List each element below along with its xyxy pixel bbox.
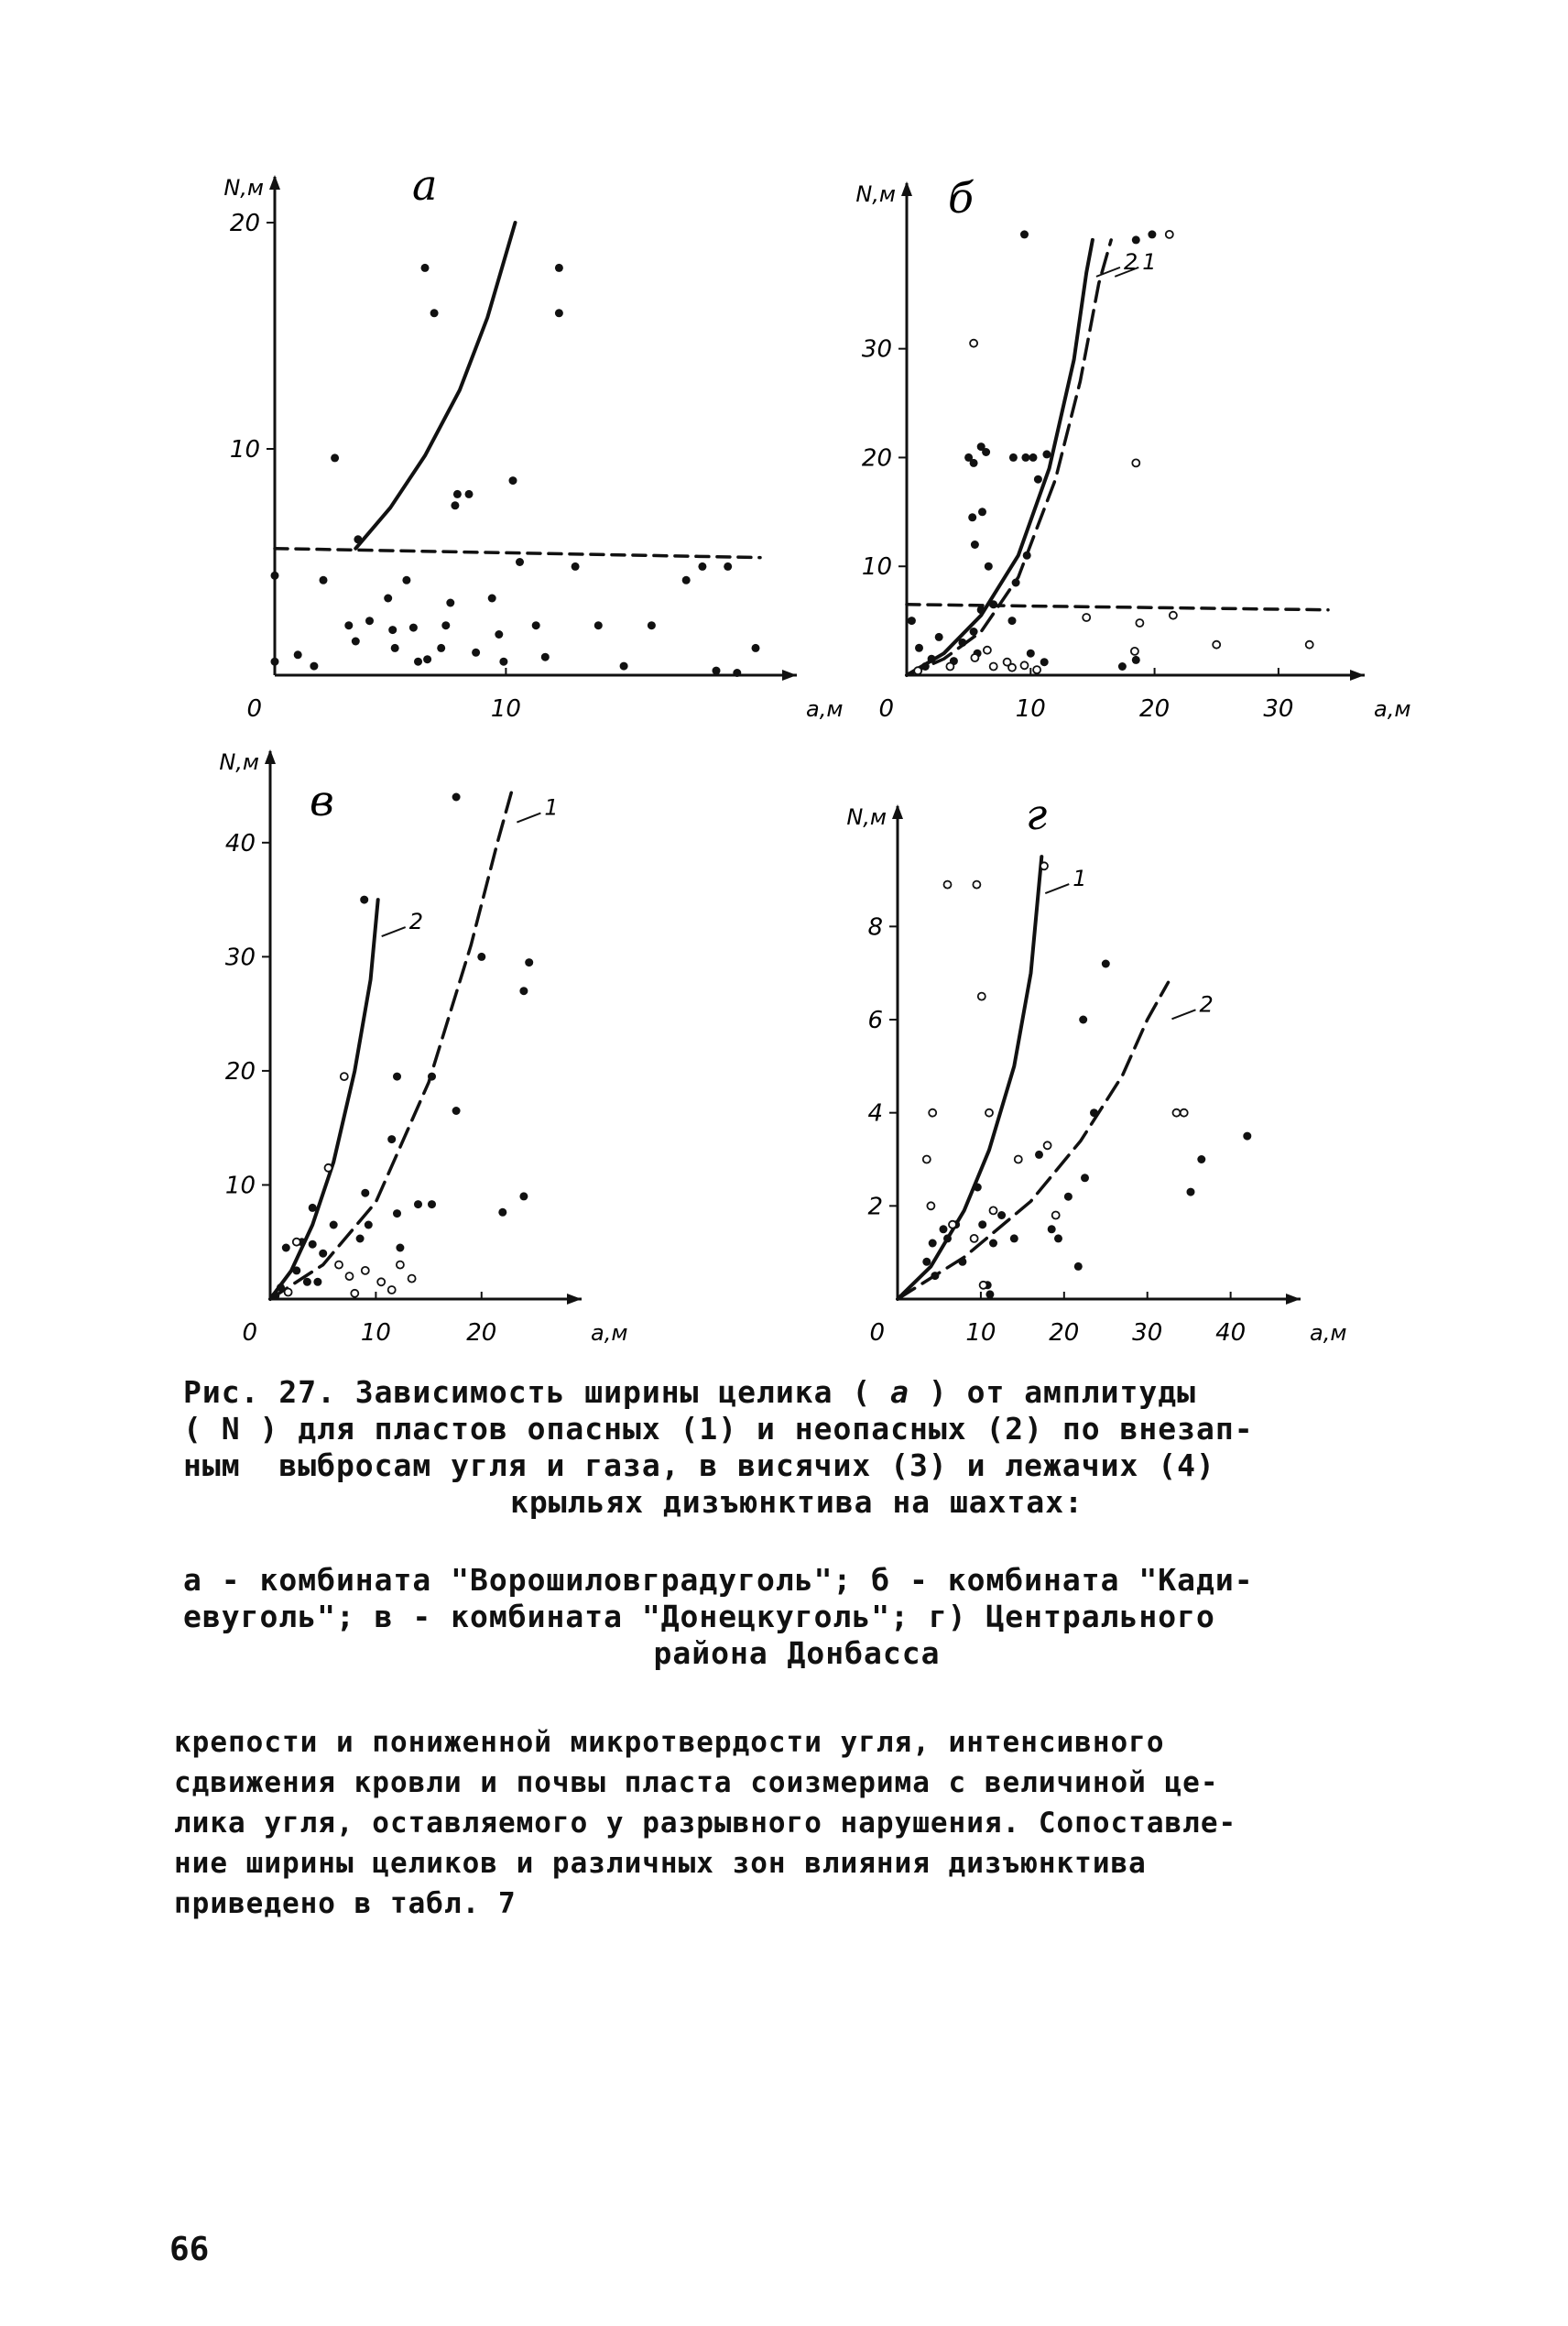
curve-1 [270,786,513,1300]
y-tick-label: 10 [224,1172,256,1200]
data-point-filled [495,630,503,639]
data-point-filled [713,667,721,675]
data-point-filled [319,1250,327,1258]
data-point-filled [313,1278,321,1286]
data-point-filled [733,669,741,677]
data-point-filled [396,1244,404,1252]
data-point-filled [365,617,374,625]
x-tick-label: 20 [1049,1319,1080,1347]
y-axis-label: N,м [846,804,887,830]
body-line-4: ние ширины целиков и различных зон влияния дизъюнктива [174,1847,1147,1880]
data-point-filled [977,606,985,614]
data-point-filled [1090,1108,1098,1117]
origin-label: 0 [878,695,894,723]
data-point-open [929,1109,936,1117]
x-tick-label: 20 [466,1319,497,1347]
data-point-filled [309,1204,317,1212]
data-point-open [990,1207,997,1214]
data-point-filled [437,644,445,652]
data-point-filled [393,1073,401,1081]
data-point-open [1170,612,1177,619]
data-point-filled [451,501,459,509]
data-point-filled [488,595,496,603]
chart-panel-3 [219,749,627,1347]
curve-1 [898,857,1041,1299]
data-point-filled [387,1135,396,1143]
data-point-filled [452,1107,461,1115]
data-point-filled [365,1221,373,1229]
data-point-filled [1009,453,1018,462]
curve-label-2: 2 [1199,991,1214,1018]
caption-line-4: крыльях дизъюнктива на шахтах: [509,1484,1084,1520]
data-point-filled [292,1266,300,1274]
data-point-filled [516,558,524,566]
data-point-filled [1040,658,1049,666]
data-point-filled [620,662,628,671]
y-tick-label: 10 [861,553,892,582]
origin-label: 0 [242,1319,257,1347]
data-point-filled [752,644,760,652]
x-tick-label: 30 [1263,695,1294,723]
body-paragraph [174,1722,1420,1924]
data-point-open [351,1290,358,1297]
body-line-1: крепости и пониженной микротвердости угля, интенсивного [174,1726,1165,1759]
panel-letter: г [1026,790,1048,839]
data-point-filled [271,658,279,666]
curve-label-2: 2 [1123,248,1138,275]
data-point-filled [271,1292,279,1300]
data-point-filled [277,1283,285,1292]
legend-line-2: евуголь"; в - комбината "Донецкуголь"; г) Центрального [183,1599,1215,1634]
data-point-filled [958,639,966,647]
data-point-open [1052,1212,1060,1219]
data-point-filled [1021,453,1029,462]
data-point-filled [555,309,563,317]
x-tick-label: 10 [1015,695,1046,723]
data-point-filled [428,1200,436,1208]
data-point-filled [982,448,990,456]
data-point-open [944,881,952,889]
data-point-filled [1048,1225,1056,1233]
panel-letter: б [948,173,975,223]
body-line-3: лика угля, оставляемого у разрывного нарушения. Сопоставле- [174,1807,1237,1840]
data-point-filled [929,1239,937,1248]
data-point-open [1173,1109,1181,1117]
data-point-open [1136,619,1143,627]
data-point-filled [970,459,978,467]
x-tick-label: 10 [965,1319,996,1347]
data-point-filled [1027,650,1035,658]
data-point-filled [1102,960,1110,968]
data-point-open [971,1235,978,1242]
data-point-open [293,1239,300,1246]
y-axis-label: N,м [219,749,259,775]
data-point-open [971,654,978,661]
chart-panel-2 [855,173,1410,723]
caption-line-3: ным выбросам угля и газа, в висячих (3) и лежачих (4) [183,1447,1215,1483]
data-point-open [1033,666,1040,673]
data-point-filled [1081,1174,1089,1182]
data-point-filled [320,576,328,584]
y-axis-label: N,м [855,181,896,207]
data-point-filled [1023,551,1031,560]
data-point-filled [940,1225,948,1233]
figure-caption [183,1374,1410,1521]
page-number: 66 [169,2231,210,2268]
data-point-filled [1034,475,1042,484]
y-tick-label: 40 [224,829,256,857]
data-point-filled [309,1240,317,1249]
data-point-filled [519,1192,528,1200]
data-point-filled [1029,453,1038,462]
curve-label-2: 2 [408,909,423,935]
y-axis-arrow-icon [265,749,276,764]
data-point-filled [541,653,550,661]
body-line-5: приведено в табл. 7 [174,1887,517,1920]
legend-line-1: а - комбината "Ворошиловградуголь"; б - комбината "Кади- [183,1562,1254,1598]
y-axis-label: N,м [223,175,264,201]
data-point-open [285,1289,292,1296]
x-tick-label: 40 [1215,1319,1247,1347]
data-point-filled [908,617,916,625]
data-point-filled [428,1073,436,1081]
caption-line-2: ( N ) для пластов опасных (1) и неопасных (2) по внезап- [183,1411,1254,1447]
x-tick-label: 10 [490,695,521,723]
y-tick-label: 6 [867,1007,883,1034]
y-tick-label: 8 [867,913,883,942]
data-point-filled [421,264,430,272]
data-point-filled [360,896,368,904]
data-point-filled [682,576,691,584]
data-point-open [1083,614,1090,621]
x-axis-arrow-icon [782,670,797,681]
y-axis-arrow-icon [892,804,903,819]
data-point-filled [430,309,439,317]
data-point-filled [1079,1016,1087,1024]
data-point-filled [928,655,936,663]
data-point-filled [356,1235,365,1243]
data-point-open [325,1164,332,1172]
data-point-open [1131,648,1138,655]
data-point-filled [354,535,362,543]
x-axis-label: a,м [1374,696,1411,722]
data-point-filled [974,1184,982,1192]
data-point-open [927,1202,934,1209]
y-tick-label: 30 [861,335,892,364]
data-point-filled [310,662,318,671]
y-axis-arrow-icon [901,181,912,196]
y-tick-label: 20 [229,210,260,237]
data-point-open [1021,661,1029,669]
panel-letter: а [412,160,438,210]
data-point-filled [1012,579,1020,587]
data-point-filled [409,624,418,632]
data-point-filled [648,621,656,629]
curve-label-1: 1 [544,794,559,821]
data-point-filled [970,628,978,636]
data-point-filled [978,508,986,516]
data-point-filled [388,626,397,634]
data-point-filled [989,600,997,608]
data-point-open [985,1109,993,1117]
data-point-open [335,1261,343,1269]
data-point-open [946,663,953,671]
data-point-filled [921,662,930,671]
data-point-filled [1148,230,1156,238]
data-point-filled [331,453,339,462]
data-point-filled [414,658,422,666]
data-point-filled [572,562,580,571]
data-point-filled [446,599,454,607]
curve-label-1: 1 [1073,866,1087,892]
data-point-filled [465,490,474,498]
y-tick-label: 20 [861,444,892,473]
x-tick-label: 30 [1132,1319,1163,1347]
caption-symbol-a: а [890,1374,909,1410]
curve-curve [355,223,515,549]
caption-line-1: Рис. 27. Зависимость ширины целика ( а ) от амплитуды [183,1374,1196,1410]
data-point-open [980,1282,987,1289]
data-point-filled [1132,235,1140,244]
data-point-filled [452,793,461,802]
data-point-filled [532,621,540,629]
data-point-filled [968,513,976,521]
curve-2 [907,240,1093,675]
data-point-filled [519,987,528,995]
data-point-filled [698,562,706,571]
legend-line-3: района Донбасса [653,1635,941,1671]
data-point-filled [414,1200,422,1208]
data-point-filled [989,1239,997,1248]
data-point-open [408,1275,416,1283]
x-axis-label: a,м [1310,1320,1347,1346]
data-point-filled [931,1272,939,1280]
chart-panel-1 [223,160,843,723]
data-point-open [377,1278,385,1285]
data-point-filled [1118,662,1127,671]
data-point-filled [271,572,279,580]
curve-label-leader [1045,884,1069,893]
data-point-open [1306,641,1313,649]
data-point-filled [352,638,360,646]
data-point-filled [1020,230,1029,238]
figure-legend [183,1562,1410,1672]
data-point-filled [1187,1188,1195,1196]
data-point-filled [303,1278,311,1286]
data-point-open [346,1272,354,1280]
data-point-filled [1010,1234,1018,1242]
data-point-open [973,881,980,889]
data-point-open [984,647,991,654]
data-point-open [1166,231,1173,238]
x-axis-arrow-icon [1350,670,1365,681]
data-point-filled [499,658,507,666]
data-point-filled [282,1244,290,1252]
data-point-filled [525,958,533,966]
data-point-open [388,1286,396,1294]
origin-label: 0 [869,1319,885,1347]
data-point-filled [344,621,353,629]
data-point-filled [958,1258,966,1266]
data-point-open [990,663,997,671]
data-point-filled [935,633,943,641]
data-point-open [1040,862,1048,869]
chart-panel-4 [846,790,1346,1347]
data-point-open [949,1221,956,1229]
data-point-filled [555,264,563,272]
data-point-filled [985,562,993,571]
x-axis-label: a,м [591,1320,628,1346]
data-point-filled [985,1290,994,1298]
data-point-filled [978,1220,986,1229]
data-point-filled [498,1208,506,1217]
y-tick-label: 20 [224,1057,256,1086]
data-point-filled [423,655,431,663]
data-point-filled [1008,617,1017,625]
data-point-filled [453,490,462,498]
data-point-filled [472,649,480,657]
data-point-filled [294,650,302,659]
data-point-filled [1064,1193,1073,1201]
data-point-filled [594,621,603,629]
data-point-open [341,1073,348,1080]
curve-label-1: 1 [1142,248,1157,275]
data-point-filled [1035,1151,1043,1159]
data-point-open [970,340,977,347]
threshold-line [275,549,760,558]
threshold-line [907,605,1328,610]
data-point-filled [441,621,450,629]
y-tick-label: 4 [867,1099,883,1128]
data-point-open [1015,1156,1022,1163]
panel-letter: в [310,776,334,825]
data-point-filled [915,644,923,652]
body-line-2: сдвижения кровли и почвы пласта соизмерима с величиной це- [174,1766,1219,1799]
data-point-open [397,1261,404,1269]
data-point-open [1004,659,1011,666]
data-point-open [1181,1109,1188,1117]
x-axis-arrow-icon [567,1294,582,1305]
data-point-filled [971,541,979,549]
x-tick-label: 10 [360,1319,391,1347]
data-point-filled [509,476,517,485]
data-point-open [1213,641,1220,649]
data-point-filled [1243,1132,1251,1141]
data-point-filled [922,1258,931,1266]
data-point-filled [393,1209,401,1218]
data-point-filled [330,1221,338,1229]
data-point-filled [361,1189,369,1197]
data-point-open [923,1156,931,1163]
data-point-filled [997,1211,1006,1219]
data-point-filled [402,576,410,584]
curve-label-leader [382,927,406,936]
data-point-filled [1197,1155,1205,1163]
y-axis-arrow-icon [269,175,280,190]
y-tick-label: 10 [229,436,260,464]
x-tick-label: 20 [1139,695,1171,723]
data-point-filled [943,1234,952,1242]
x-axis-label: a,м [806,696,844,722]
data-point-filled [477,953,485,961]
curve-label-leader [1171,1010,1195,1019]
x-axis-arrow-icon [1286,1294,1301,1305]
data-point-open [1044,1141,1051,1149]
data-point-open [362,1267,369,1274]
data-point-filled [724,562,732,571]
curve-label-leader [517,814,540,823]
data-point-filled [1132,656,1140,664]
data-point-open [1132,459,1139,466]
data-point-open [914,667,921,674]
origin-label: 0 [246,695,262,723]
data-point-filled [384,595,392,603]
y-tick-label: 2 [867,1193,883,1221]
data-point-open [978,993,985,1000]
data-point-filled [1042,450,1051,458]
y-tick-label: 30 [224,944,256,972]
data-point-filled [1074,1262,1083,1271]
data-point-filled [391,644,399,652]
data-point-filled [1054,1234,1062,1242]
